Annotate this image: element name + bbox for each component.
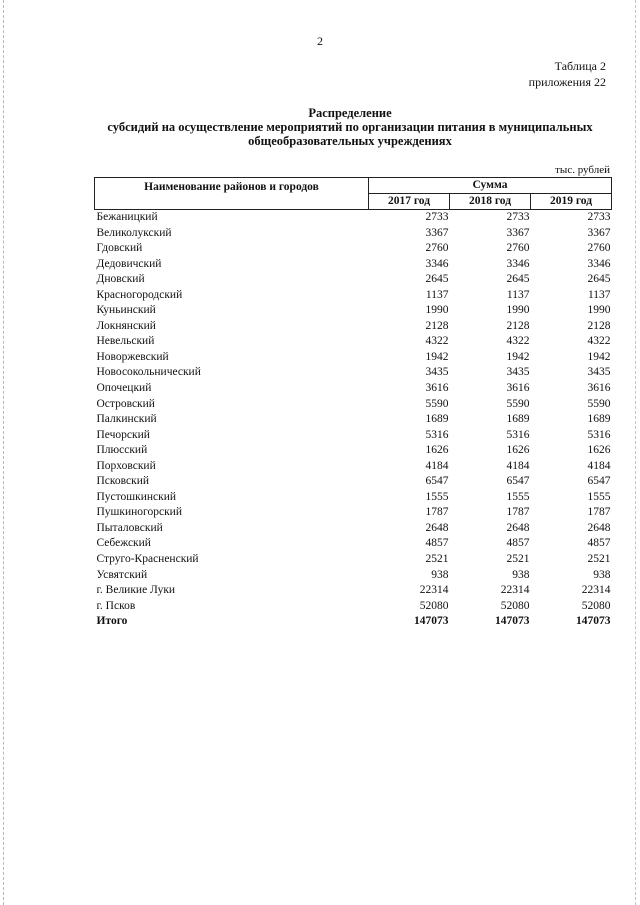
cell-2018: 52080 (500, 599, 530, 612)
header-year-2017: 2017 год (369, 194, 450, 210)
cell-2017: 1626 (425, 444, 449, 457)
cell-name: Порховский (96, 459, 156, 472)
cell-2019: 4857 (587, 537, 611, 550)
page-number: 2 (317, 34, 323, 48)
cell-2019: 6547 (587, 475, 611, 488)
cell-2017: 1689 (425, 413, 449, 426)
cell-2019: 1137 (587, 288, 611, 301)
table-label-line1: Таблица 2 (554, 59, 606, 73)
units-label: тыс. рублей (555, 164, 610, 176)
cell-2017: 6547 (425, 475, 449, 488)
cell-2019: 1990 (587, 304, 611, 317)
cell-2017: 1990 (425, 304, 449, 317)
cell-2019: 3435 (587, 366, 611, 379)
cell-2018: 1555 (506, 490, 530, 503)
cell-2018: 3367 (506, 226, 530, 239)
cell-2019: 52080 (581, 599, 611, 612)
cell-2017: 4184 (425, 459, 449, 472)
table-label (529, 58, 606, 90)
cell-2019: 2645 (587, 273, 611, 286)
cell-2019: 147073 (576, 615, 611, 628)
cell-name: Пустошкинский (96, 490, 177, 503)
cell-2018: 2128 (506, 319, 530, 332)
cell-2017: 3616 (425, 382, 449, 395)
table-row (95, 381, 612, 397)
cell-2018: 6547 (506, 475, 530, 488)
cell-name: г. Великие Луки (96, 584, 176, 597)
cell-name: Себежский (96, 537, 151, 550)
cell-2018: 1990 (506, 304, 530, 317)
cell-2019: 2733 (587, 211, 611, 223)
cell-name: Усвятский (96, 568, 148, 581)
cell-2018: 1942 (506, 350, 530, 363)
cell-2019: 1787 (587, 506, 611, 519)
header-year-2018: 2018 год (450, 194, 531, 210)
table-row (95, 226, 612, 242)
table-row (95, 303, 612, 319)
cell-2019: 1689 (587, 413, 611, 426)
cell-name: Пушкиногорский (96, 506, 182, 519)
cell-2019: 2648 (587, 521, 611, 534)
cell-2018: 1137 (506, 288, 530, 301)
table-row (95, 350, 612, 366)
table-row (95, 241, 612, 257)
cell-name: Невельский (96, 335, 155, 348)
cell-2019: 5590 (587, 397, 611, 410)
cell-name: Новосокольнический (96, 366, 201, 379)
table-row (95, 552, 612, 568)
cell-name: Пыталовский (96, 521, 163, 534)
cell-name: Красногородский (96, 288, 183, 301)
cell-name: Плюсский (96, 444, 148, 457)
cell-2017: 3435 (425, 366, 449, 379)
cell-2019: 2760 (587, 242, 611, 255)
cell-name: Печорский (96, 428, 150, 441)
cell-2017: 2760 (425, 242, 449, 255)
cell-name: г. Псков (96, 599, 136, 612)
cell-name: Новоржевский (96, 350, 169, 363)
cell-name: Островский (96, 397, 155, 410)
cell-2019: 3616 (587, 382, 611, 395)
cell-2018: 938 (512, 568, 530, 581)
cell-2018: 2521 (506, 553, 530, 566)
cell-2018: 4857 (506, 537, 530, 550)
cell-name: Великолукский (96, 226, 172, 239)
cell-2019: 938 (593, 568, 611, 581)
table-label-line2: приложения 22 (528, 75, 606, 89)
cell-2017: 1787 (425, 506, 449, 519)
table-row (95, 474, 612, 490)
cell-2017: 2128 (425, 319, 449, 332)
cell-2018: 5316 (506, 428, 530, 441)
cell-2017: 2733 (425, 211, 449, 223)
cell-2017: 5590 (425, 397, 449, 410)
cell-name: Дновский (96, 273, 145, 286)
table-row (95, 568, 612, 584)
cell-2019: 1555 (587, 490, 611, 503)
cell-2019: 2521 (587, 553, 611, 566)
cell-2018: 2733 (506, 211, 530, 223)
cell-name: Куньинский (96, 304, 156, 317)
cell-2019: 3367 (587, 226, 611, 239)
cell-2018: 2760 (506, 242, 530, 255)
cell-2019: 4184 (587, 459, 611, 472)
table-row (95, 397, 612, 413)
table-row (95, 536, 612, 552)
cell-name: Дедовичский (96, 257, 162, 270)
table-row (95, 365, 612, 381)
cell-2017: 3346 (425, 257, 449, 270)
cell-2019: 4322 (587, 335, 611, 348)
cell-2017: 147073 (414, 615, 449, 628)
cell-2018: 4184 (506, 459, 530, 472)
cell-2017: 5316 (425, 428, 449, 441)
table-row (95, 490, 612, 506)
table-row (95, 288, 612, 304)
cell-2018: 2645 (506, 273, 530, 286)
cell-name: Бежаницкий (96, 211, 158, 223)
cell-2018: 2648 (506, 521, 530, 534)
cell-2019: 1626 (587, 444, 611, 457)
cell-name: Гдовский (96, 242, 143, 255)
table-row (95, 583, 612, 599)
table-row (95, 428, 612, 444)
cell-name: Локнянский (96, 319, 156, 332)
cell-2017: 1137 (425, 288, 449, 301)
cell-2018: 1787 (506, 506, 530, 519)
cell-name: Палкинский (96, 413, 157, 426)
cell-2017: 3367 (425, 226, 449, 239)
cell-2018: 5590 (506, 397, 530, 410)
table-row (95, 599, 612, 615)
table-row (95, 505, 612, 521)
cell-2019: 22314 (581, 584, 611, 597)
cell-2018: 22314 (500, 584, 530, 597)
table-row (95, 319, 612, 335)
distribution-table (94, 177, 612, 630)
cell-2017: 4857 (425, 537, 449, 550)
title-line1: Распределение (308, 106, 392, 120)
cell-2017: 938 (431, 568, 449, 581)
cell-2018: 1626 (506, 444, 530, 457)
table-header-row (95, 178, 612, 194)
table-row (95, 257, 612, 273)
cell-2017: 1555 (425, 490, 449, 503)
title-line2: субсидий на осуществление мероприятий по организации питания в муниципальных (107, 120, 593, 134)
table-row (95, 272, 612, 288)
table-row (95, 412, 612, 428)
table-row (95, 334, 612, 350)
cell-2018: 4322 (506, 335, 530, 348)
cell-2017: 2521 (425, 553, 449, 566)
cell-2019: 1942 (587, 350, 611, 363)
cell-2018: 1689 (506, 413, 530, 426)
title-line3: общеобразовательных учреждениях (248, 134, 452, 148)
cell-2019: 5316 (587, 428, 611, 441)
table-row (95, 459, 612, 475)
cell-name: Струго-Красненский (96, 553, 199, 566)
cell-2019: 2128 (587, 319, 611, 332)
cell-2017: 2648 (425, 521, 449, 534)
cell-2018: 147073 (495, 615, 530, 628)
table-row (95, 521, 612, 537)
cell-name: Опочецкий (96, 382, 152, 395)
cell-2017: 4322 (425, 335, 449, 348)
table-row (95, 443, 612, 459)
cell-2018: 3616 (506, 382, 530, 395)
cell-2017: 22314 (419, 584, 449, 597)
cell-name: Псковский (96, 475, 150, 488)
cell-2018: 3346 (506, 257, 530, 270)
header-sum: Сумма (369, 178, 612, 194)
cell-2018: 3435 (506, 366, 530, 379)
table-row (95, 210, 612, 226)
cell-2019: 3346 (587, 257, 611, 270)
header-name: Наименование районов и городов (95, 178, 369, 210)
page-edge-left (3, 0, 5, 905)
header-year-2019: 2019 год (531, 194, 612, 210)
cell-2017: 2645 (425, 273, 449, 286)
document-title (60, 106, 640, 148)
cell-2017: 52080 (419, 599, 449, 612)
table-body (95, 210, 612, 630)
total-row (95, 614, 612, 630)
cell-name: Итого (96, 615, 128, 628)
cell-2017: 1942 (425, 350, 449, 363)
